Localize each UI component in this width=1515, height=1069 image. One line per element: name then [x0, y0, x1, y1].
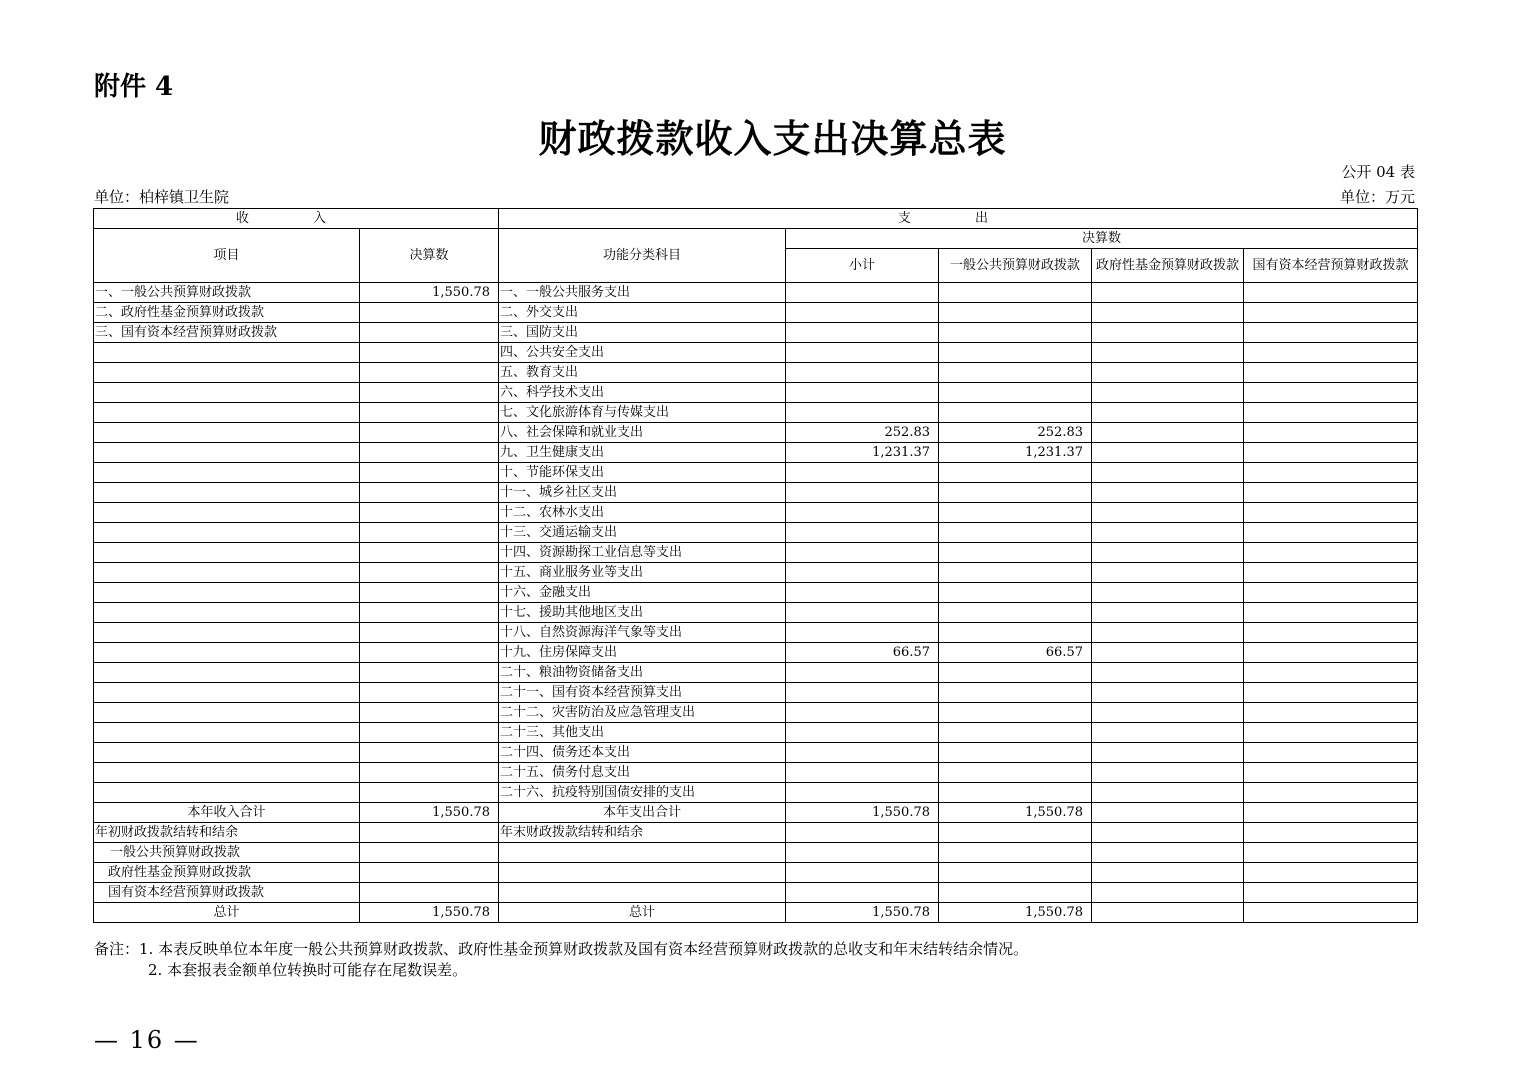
expense-general: [939, 383, 1092, 403]
expense-item: 十四、资源勘探工业信息等支出: [499, 543, 786, 563]
carryover-expense-general: [939, 863, 1092, 883]
expense-general: [939, 583, 1092, 603]
income-amount: [360, 503, 499, 523]
expense-fund: [1092, 763, 1244, 783]
expense-subtotal: [786, 703, 939, 723]
expense-fund: [1092, 303, 1244, 323]
expense-state: [1244, 363, 1418, 383]
expense-subtotal: 252.83: [786, 423, 939, 443]
expense-fund: [1092, 383, 1244, 403]
carryover-expense-general: [939, 883, 1092, 903]
expense-state: [1244, 723, 1418, 743]
table-row: [94, 463, 1418, 483]
expense-state: [1244, 463, 1418, 483]
expense-general: 1,231.37: [939, 443, 1092, 463]
carryover-end-fund: [1092, 823, 1244, 843]
income-amount: [360, 343, 499, 363]
attachment-label: 附件 4: [94, 72, 174, 102]
year-expense-state: [1244, 803, 1418, 823]
income-amount: [360, 423, 499, 443]
expense-item: 二十二、灾害防治及应急管理支出: [499, 703, 786, 723]
expense-subtotal: [786, 283, 939, 303]
expense-general: 252.83: [939, 423, 1092, 443]
table-row: [94, 583, 1418, 603]
expense-general: [939, 303, 1092, 323]
expense-fund: [1092, 743, 1244, 763]
expense-item: 一、一般公共服务支出: [499, 283, 786, 303]
income-item: [94, 603, 360, 623]
carryover-amount: [360, 843, 499, 863]
carryover-amount: [360, 863, 499, 883]
table-row: [94, 283, 1418, 303]
expense-general: [939, 543, 1092, 563]
expense-item: 十七、援助其他地区支出: [499, 603, 786, 623]
expense-item: 十一、城乡社区支出: [499, 483, 786, 503]
expense-state: [1244, 583, 1418, 603]
expense-item: 十六、金融支出: [499, 583, 786, 603]
expense-fund: [1092, 523, 1244, 543]
carryover-expense-item: [499, 843, 786, 863]
expense-general: [939, 783, 1092, 803]
income-amount: [360, 383, 499, 403]
table-row: [94, 783, 1418, 803]
income-item: [94, 463, 360, 483]
table-row: [94, 423, 1418, 443]
carryover-expense-state: [1244, 843, 1418, 863]
income-item: [94, 563, 360, 583]
income-item: [94, 643, 360, 663]
expense-state: [1244, 663, 1418, 683]
income-amount: [360, 303, 499, 323]
expense-state: [1244, 703, 1418, 723]
carryover-expense-subtotal: [786, 843, 939, 863]
income-amount: [360, 623, 499, 643]
expense-state: [1244, 643, 1418, 663]
expense-subtotal: [786, 563, 939, 583]
page-number: — 16 —: [94, 1026, 200, 1054]
table-row: [94, 383, 1418, 403]
expense-subtotal: 1,231.37: [786, 443, 939, 463]
expense-subtotal: [786, 663, 939, 683]
expense-subtotal: [786, 583, 939, 603]
expense-fund: [1092, 683, 1244, 703]
table-row: [94, 823, 1418, 843]
expense-fund: [1092, 443, 1244, 463]
income-item: [94, 503, 360, 523]
income-item: [94, 763, 360, 783]
income-amount: [360, 703, 499, 723]
expense-state: [1244, 423, 1418, 443]
expense-general: [939, 403, 1092, 423]
expense-subtotal: [786, 603, 939, 623]
expense-general: [939, 603, 1092, 623]
table-row: [94, 523, 1418, 543]
expense-subtotal: [786, 743, 939, 763]
expense-fund: [1092, 283, 1244, 303]
expense-item: 十、节能环保支出: [499, 463, 786, 483]
col-final-group: 决算数: [786, 229, 1418, 249]
table-row: [94, 623, 1418, 643]
expense-subtotal: [786, 483, 939, 503]
table-row: [94, 363, 1418, 383]
expense-subtotal: [786, 523, 939, 543]
expense-general: [939, 283, 1092, 303]
expense-item: 十八、自然资源海洋气象等支出: [499, 623, 786, 643]
carryover-expense-state: [1244, 863, 1418, 883]
expense-item: 四、公共安全支出: [499, 343, 786, 363]
expense-general: [939, 363, 1092, 383]
income-amount: [360, 563, 499, 583]
table-row: [94, 503, 1418, 523]
carryover-end-subtotal: [786, 823, 939, 843]
expense-general: [939, 523, 1092, 543]
table-row: [94, 723, 1418, 743]
expense-state: [1244, 503, 1418, 523]
notes: [94, 939, 1028, 981]
expense-subtotal: [786, 343, 939, 363]
col-function: 功能分类科目: [499, 229, 786, 283]
expense-subtotal: [786, 623, 939, 643]
table-row: [94, 883, 1418, 903]
col-general: 一般公共预算财政拨款: [939, 249, 1092, 283]
income-amount: [360, 723, 499, 743]
table-row: [94, 543, 1418, 563]
expense-item: 十三、交通运输支出: [499, 523, 786, 543]
expense-state: [1244, 623, 1418, 643]
income-amount: [360, 743, 499, 763]
table-row: [94, 743, 1418, 763]
expense-state: [1244, 443, 1418, 463]
income-amount: [360, 603, 499, 623]
income-item: [94, 623, 360, 643]
unit-currency: 单位：万元: [1339, 188, 1415, 206]
expense-fund: [1092, 623, 1244, 643]
expense-fund: [1092, 783, 1244, 803]
expense-state: [1244, 403, 1418, 423]
carryover-end-label: 年末财政拨款结转和结余: [499, 823, 786, 843]
expense-fund: [1092, 483, 1244, 503]
income-group-header: 收 入: [94, 209, 499, 229]
col-item: 项目: [94, 229, 360, 283]
income-amount: [360, 663, 499, 683]
year-expense-general: 1,550.78: [939, 803, 1092, 823]
expense-fund: [1092, 343, 1244, 363]
carryover-expense-fund: [1092, 863, 1244, 883]
income-amount: [360, 583, 499, 603]
expense-state: [1244, 743, 1418, 763]
table-row: [94, 803, 1418, 823]
year-income-total-amount: 1,550.78: [360, 803, 499, 823]
year-expense-subtotal: 1,550.78: [786, 803, 939, 823]
expense-fund: [1092, 563, 1244, 583]
expense-general: 66.57: [939, 643, 1092, 663]
expense-state: [1244, 523, 1418, 543]
expense-general: [939, 763, 1092, 783]
note-line-1: 备注：1. 本表反映单位本年度一般公共预算财政拨款、政府性基金预算财政拨款及国有资本经营预算财政拨款的总收支和年末结转结余情况。: [94, 940, 1029, 958]
expense-item: 九、卫生健康支出: [499, 443, 786, 463]
expense-subtotal: [786, 503, 939, 523]
income-item: [94, 443, 360, 463]
expense-subtotal: [786, 303, 939, 323]
expense-state: [1244, 383, 1418, 403]
income-item: [94, 523, 360, 543]
table-code: 公开 04 表: [1341, 163, 1415, 181]
income-amount: [360, 523, 499, 543]
table-row: [94, 483, 1418, 503]
expense-state: [1244, 283, 1418, 303]
income-amount: [360, 543, 499, 563]
carryover-general-label: 一般公共预算财政拨款: [94, 843, 360, 863]
income-amount: [360, 783, 499, 803]
carryover-expense-item: [499, 863, 786, 883]
expense-item: 二十三、其他支出: [499, 723, 786, 743]
carryover-fund-label: 政府性基金预算财政拨款: [94, 863, 360, 883]
table-row: [94, 903, 1418, 923]
expense-fund: [1092, 663, 1244, 683]
income-amount: [360, 683, 499, 703]
expense-subtotal: [786, 403, 939, 423]
expense-general: [939, 683, 1092, 703]
income-item: 三、国有资本经营预算财政拨款: [94, 323, 360, 343]
page-title: 财政拨款收入支出决算总表: [538, 116, 1007, 161]
income-item: 二、政府性基金预算财政拨款: [94, 303, 360, 323]
expense-subtotal: [786, 323, 939, 343]
col-fund: 政府性基金预算财政拨款: [1092, 249, 1244, 283]
budget-table: [93, 208, 1418, 923]
carryover-expense-item: [499, 883, 786, 903]
expense-item: 二十五、债务付息支出: [499, 763, 786, 783]
income-item: [94, 743, 360, 763]
income-amount: [360, 463, 499, 483]
carryover-expense-fund: [1092, 843, 1244, 863]
table-row: [94, 563, 1418, 583]
expense-item: 五、教育支出: [499, 363, 786, 383]
expense-fund: [1092, 583, 1244, 603]
income-amount: [360, 763, 499, 783]
expense-fund: [1092, 363, 1244, 383]
expense-fund: [1092, 643, 1244, 663]
income-item: [94, 343, 360, 363]
expense-general: [939, 563, 1092, 583]
expense-item: 二十、粮油物资储备支出: [499, 663, 786, 683]
col-subtotal: 小计: [786, 249, 939, 283]
expense-fund: [1092, 603, 1244, 623]
expense-item: 二十四、债务还本支出: [499, 743, 786, 763]
expense-state: [1244, 603, 1418, 623]
income-amount: [360, 323, 499, 343]
table-row: [94, 403, 1418, 423]
expense-general: [939, 663, 1092, 683]
table-row: [94, 343, 1418, 363]
table-row: [94, 603, 1418, 623]
expense-general: [939, 743, 1092, 763]
expense-item: 二十六、抗疫特别国债安排的支出: [499, 783, 786, 803]
carryover-begin-amount: [360, 823, 499, 843]
table-row: [94, 763, 1418, 783]
expense-general: [939, 343, 1092, 363]
expense-state: [1244, 563, 1418, 583]
income-item: [94, 783, 360, 803]
carryover-expense-state: [1244, 883, 1418, 903]
carryover-state-label: 国有资本经营预算财政拨款: [94, 883, 360, 903]
expense-item: 六、科学技术支出: [499, 383, 786, 403]
expense-state: [1244, 763, 1418, 783]
year-expense-fund: [1092, 803, 1244, 823]
carryover-begin-label: 年初财政拨款结转和结余: [94, 823, 360, 843]
expense-subtotal: 66.57: [786, 643, 939, 663]
income-item: [94, 403, 360, 423]
expense-general: [939, 323, 1092, 343]
expense-fund: [1092, 723, 1244, 743]
table-row: [94, 643, 1418, 663]
income-item: [94, 663, 360, 683]
note-line-2: 2. 本套报表金额单位转换时可能存在尾数误差。: [148, 961, 468, 979]
expense-subtotal: [786, 383, 939, 403]
expense-general: [939, 463, 1092, 483]
expense-fund: [1092, 543, 1244, 563]
carryover-expense-subtotal: [786, 863, 939, 883]
year-expense-total-label: 本年支出合计: [499, 803, 786, 823]
expense-state: [1244, 683, 1418, 703]
income-item: [94, 723, 360, 743]
year-income-total-label: 本年收入合计: [94, 803, 360, 823]
income-amount: [360, 643, 499, 663]
income-amount: [360, 403, 499, 423]
table-row: [94, 663, 1418, 683]
expense-item: 十五、商业服务业等支出: [499, 563, 786, 583]
table-row: [94, 323, 1418, 343]
expense-general: [939, 483, 1092, 503]
col-amount: 决算数: [360, 229, 499, 283]
carryover-expense-subtotal: [786, 883, 939, 903]
expense-state: [1244, 783, 1418, 803]
expense-general: [939, 503, 1092, 523]
col-state: 国有资本经营预算财政拨款: [1244, 249, 1418, 283]
carryover-expense-fund: [1092, 883, 1244, 903]
income-amount: [360, 483, 499, 503]
expense-fund: [1092, 423, 1244, 443]
expense-item: 三、国防支出: [499, 323, 786, 343]
grand-total-fund: [1092, 903, 1244, 923]
income-item: [94, 423, 360, 443]
expense-fund: [1092, 463, 1244, 483]
unit-organization: 单位：柏梓镇卫生院: [94, 188, 230, 206]
expense-fund: [1092, 703, 1244, 723]
expense-subtotal: [786, 543, 939, 563]
table-row: [94, 683, 1418, 703]
carryover-end-general: [939, 823, 1092, 843]
expense-item: 七、文化旅游体育与传媒支出: [499, 403, 786, 423]
expense-item: 十二、农林水支出: [499, 503, 786, 523]
expense-subtotal: [786, 763, 939, 783]
expense-group-header: 支 出: [499, 209, 1418, 229]
expense-subtotal: [786, 363, 939, 383]
grand-total-income-amount: 1,550.78: [360, 903, 499, 923]
expense-general: [939, 703, 1092, 723]
expense-item: 八、社会保障和就业支出: [499, 423, 786, 443]
expense-subtotal: [786, 463, 939, 483]
grand-total-expense-label: 总计: [499, 903, 786, 923]
expense-state: [1244, 303, 1418, 323]
expense-fund: [1092, 403, 1244, 423]
expense-item: 二十一、国有资本经营预算支出: [499, 683, 786, 703]
expense-state: [1244, 543, 1418, 563]
income-amount: [360, 443, 499, 463]
table-row: [94, 303, 1418, 323]
grand-total-state: [1244, 903, 1418, 923]
table-row: [94, 863, 1418, 883]
expense-subtotal: [786, 723, 939, 743]
carryover-amount: [360, 883, 499, 903]
grand-total-subtotal: 1,550.78: [786, 903, 939, 923]
expense-state: [1244, 323, 1418, 343]
income-item: [94, 683, 360, 703]
expense-state: [1244, 343, 1418, 363]
income-item: [94, 483, 360, 503]
grand-total-income-label: 总计: [94, 903, 360, 923]
table-row: [94, 443, 1418, 463]
income-item: [94, 583, 360, 603]
expense-subtotal: [786, 783, 939, 803]
income-amount: [360, 363, 499, 383]
income-item: 一、一般公共预算财政拨款: [94, 283, 360, 303]
grand-total-general: 1,550.78: [939, 903, 1092, 923]
income-item: [94, 383, 360, 403]
table-row: [94, 703, 1418, 723]
expense-fund: [1092, 503, 1244, 523]
carryover-end-state: [1244, 823, 1418, 843]
expense-general: [939, 623, 1092, 643]
income-item: [94, 543, 360, 563]
income-item: [94, 703, 360, 723]
table-row: [94, 843, 1418, 863]
expense-state: [1244, 483, 1418, 503]
carryover-expense-general: [939, 843, 1092, 863]
expense-item: 二、外交支出: [499, 303, 786, 323]
income-item: [94, 363, 360, 383]
expense-item: 十九、住房保障支出: [499, 643, 786, 663]
expense-general: [939, 723, 1092, 743]
expense-fund: [1092, 323, 1244, 343]
expense-subtotal: [786, 683, 939, 703]
income-amount: 1,550.78: [360, 283, 499, 303]
